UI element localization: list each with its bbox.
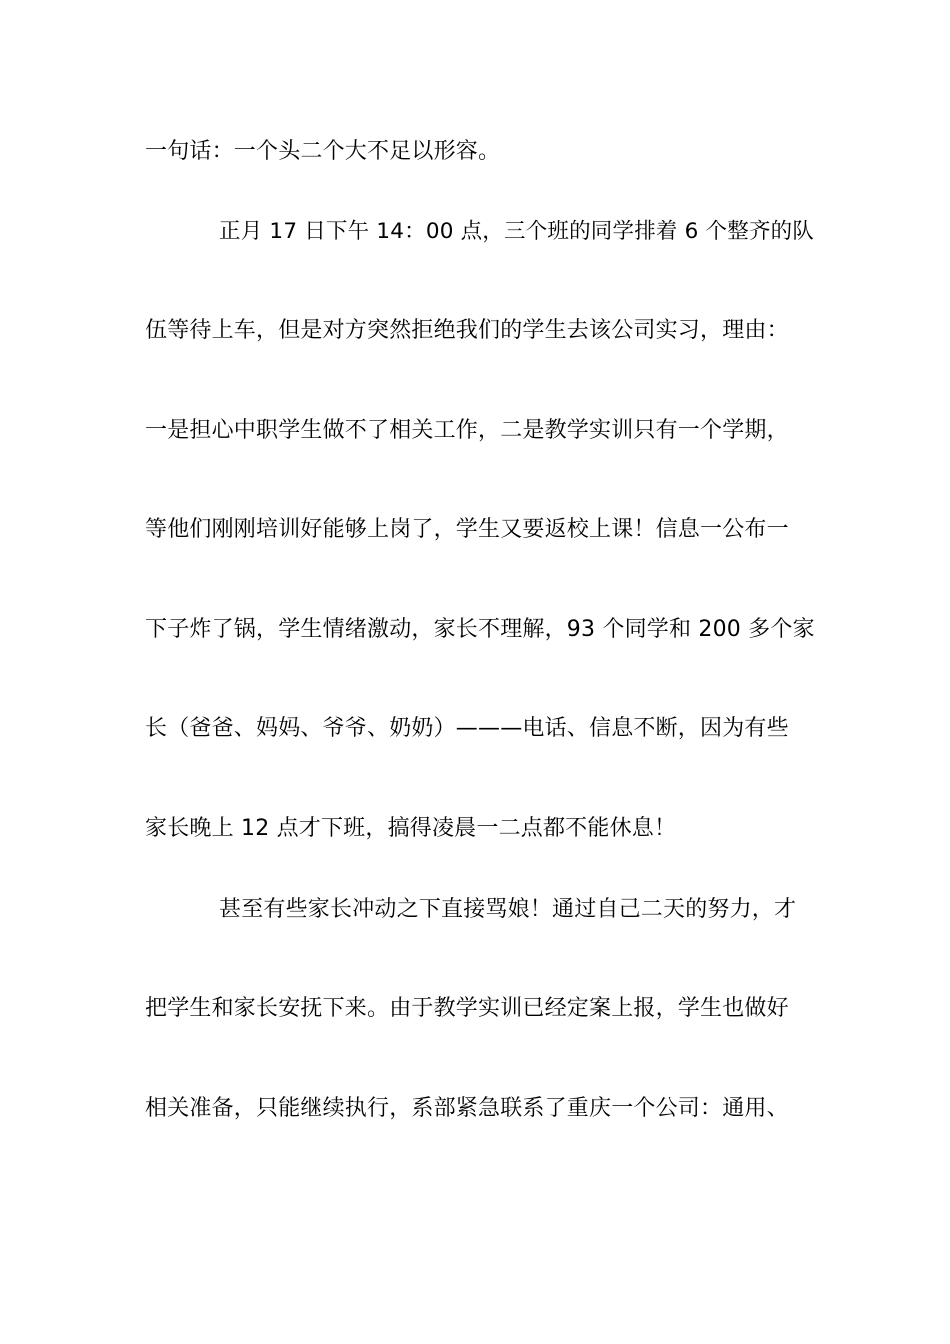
paragraph-first-line: 甚至有些家长冲动之下直接骂娘！通过自己二天的努力，才 bbox=[219, 897, 797, 922]
text-line: 等他们刚刚培训好能够上岗了，学生又要返校上课！信息一公布一 bbox=[145, 517, 789, 542]
text-line: 下子炸了锅，学生情绪激动，家长不理解，93 个同学和 200 多个家 bbox=[145, 617, 815, 642]
text-line: 一句话：一个头二个大不足以形容。 bbox=[145, 139, 501, 164]
text-line: 伍等待上车，但是对方突然拒绝我们的学生去该公司实习，理由： bbox=[145, 318, 789, 343]
paragraph-first-line: 正月 17 日下午 14：00 点，三个班的同学排着 6 个整齐的队 bbox=[219, 219, 815, 244]
text-line: 一是担心中职学生做不了相关工作，二是教学实训只有一个学期， bbox=[145, 418, 789, 443]
text-line: 相关准备，只能继续执行，系部紧急联系了重庆一个公司：通用、 bbox=[145, 1096, 789, 1121]
text-line: 把学生和家长安抚下来。由于教学实训已经定案上报，学生也做好 bbox=[145, 996, 789, 1021]
text-line: 家长晚上 12 点才下班，搞得凌晨一二点都不能休息！ bbox=[145, 816, 677, 841]
text-line: 长（爸爸、妈妈、爷爷、奶奶）———电话、信息不断，因为有些 bbox=[145, 716, 789, 741]
